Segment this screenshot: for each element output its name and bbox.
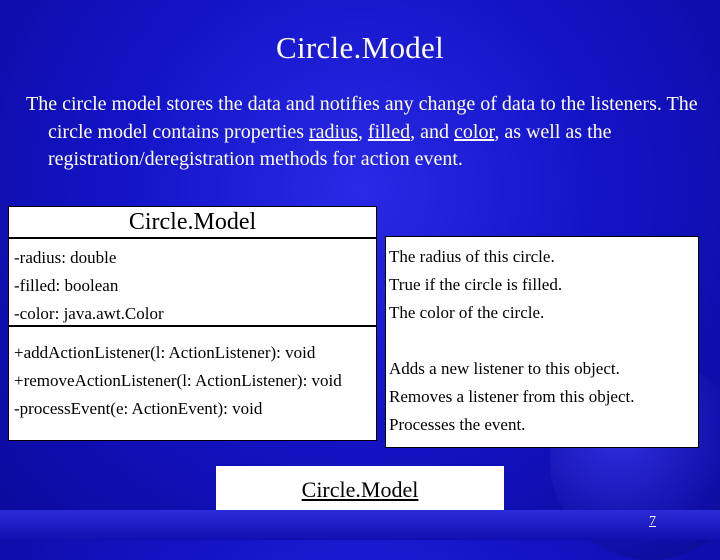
description-row: The color of the circle. — [389, 303, 545, 322]
color-link[interactable]: color — [454, 120, 495, 143]
uml-attribute: -radius: double — [14, 248, 117, 267]
slide-title: Circle.Model — [275, 30, 445, 65]
uml-methods — [9, 327, 376, 423]
paragraph-text-2: , — [357, 120, 368, 143]
filled-link[interactable]: filled — [367, 120, 411, 143]
uml-attribute: -filled: boolean — [14, 276, 119, 295]
uml-attribute: -color: java.awt.Color — [14, 304, 164, 323]
paragraph-text-3: , and — [410, 120, 455, 143]
uml-method: -processEvent(e: ActionEvent): void — [14, 399, 263, 418]
description-box — [385, 236, 699, 448]
uml-attributes — [9, 239, 376, 327]
uml-class-diagram — [8, 206, 377, 441]
uml-method: +removeActionListener(l: ActionListener): void — [14, 371, 342, 390]
uml-method: +addActionListener(l: ActionListener): void — [14, 343, 316, 362]
radius-link[interactable]: radius — [309, 120, 358, 143]
description-row: Removes a listener from this object. — [389, 387, 635, 406]
description-row: Processes the event. — [389, 415, 526, 434]
page-number: 7 — [649, 514, 656, 529]
bottom-bar — [0, 510, 720, 540]
uml-class-name: Circle.Model — [9, 207, 376, 239]
paragraph-text-4: , as well as the registration/deregistration methods for action event. — [48, 120, 612, 170]
description-paragraph — [26, 91, 718, 174]
description-row: True if the circle is filled. — [389, 275, 563, 294]
paragraph-text-1: The circle model stores the data and notifies any change of data to the listeners. The circle model contains properties — [26, 93, 698, 143]
description-row: The radius of this circle. — [389, 247, 555, 266]
caption-link[interactable]: Circle.Model — [301, 477, 419, 502]
description-row: Adds a new listener to this object. — [389, 359, 620, 378]
caption-box — [216, 466, 504, 510]
